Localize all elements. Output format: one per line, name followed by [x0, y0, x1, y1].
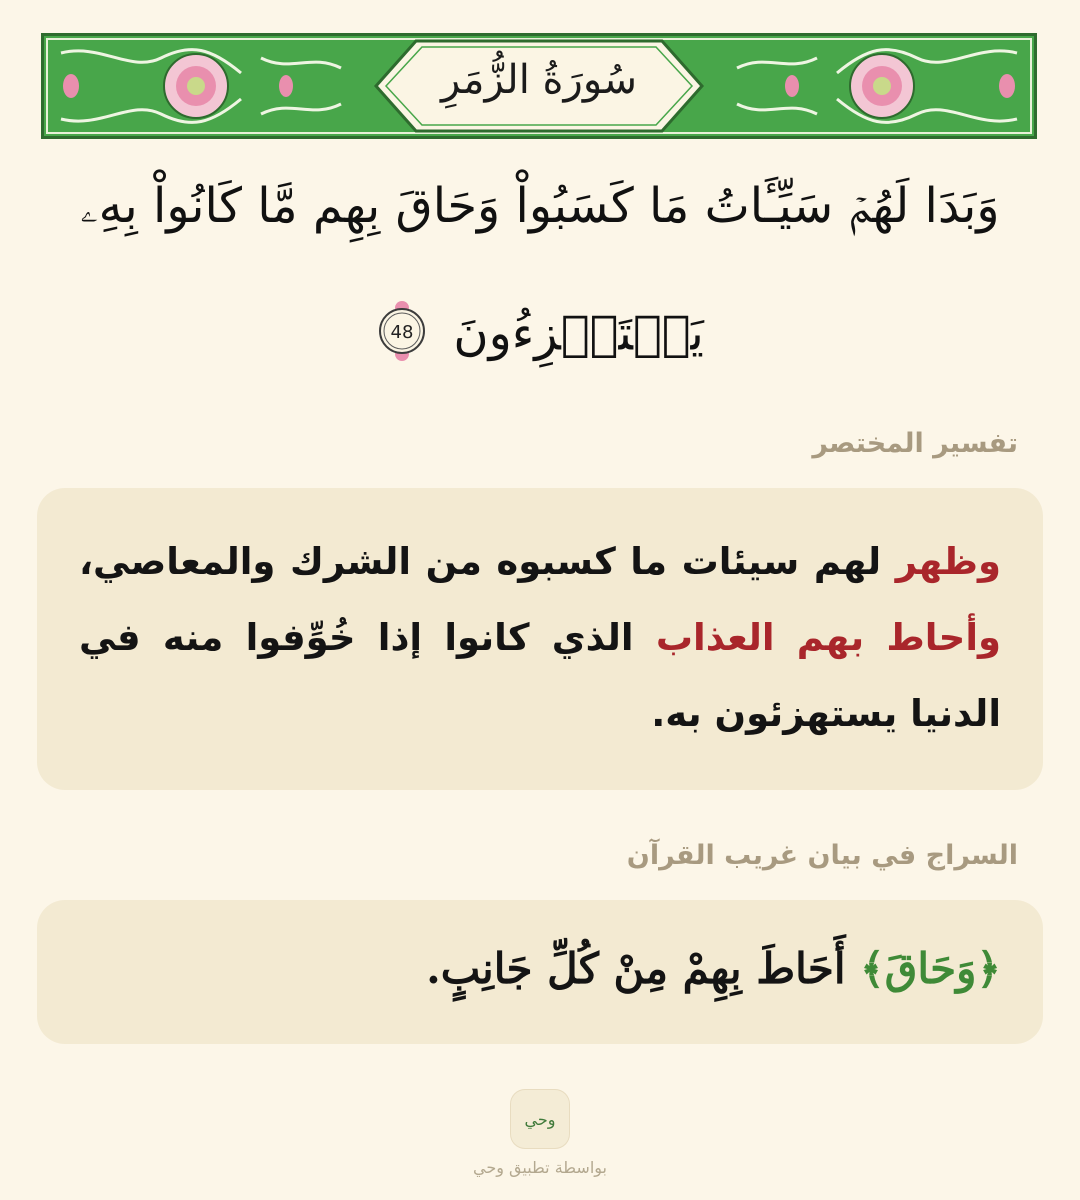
siraj-card — [37, 900, 1043, 1044]
surah-banner — [41, 33, 1037, 139]
tafsir-text — [79, 524, 1001, 752]
footer-credit: بواسطة تطبيق وحي — [473, 1158, 607, 1177]
tafsir-title: تفسير المختصر — [812, 428, 1018, 459]
ayah-number: 48 — [390, 322, 414, 343]
tafsir-segment: الذي كانوا إذا خُوِّفوا منه في الدنيا يستهزئون به. — [79, 616, 1001, 735]
siraj-title: السراج في بيان غريب القرآن — [626, 840, 1018, 871]
verse-line-2 — [40, 300, 1040, 374]
verse-text: يَسۡتَهۡزِءُونَ — [453, 305, 704, 362]
tafsir-segment: لهم سيئات ما كسبوه من الشرك والمعاصي، — [79, 540, 896, 583]
verse-line-1: وَبَدَا لَهُمۡ سَيِّـَٔاتُ مَا كَسَبُواْ وَحَاقَ بِهِم مَّا كَانُواْ بِهِۦ — [80, 178, 1000, 234]
tafsir-card — [37, 488, 1043, 790]
tafsir-highlight-2: وأحاط بهم العذاب — [655, 616, 1001, 659]
siraj-word: ﴿وَحَاقَ﴾ — [860, 944, 1001, 993]
app-logo — [511, 1090, 569, 1148]
siraj-meaning: أَحَاطَ بِهِمْ مِنْ كُلِّ جَانِبٍ. — [426, 944, 861, 993]
ayah-marker-icon — [376, 300, 428, 362]
ayah-number-marker — [376, 300, 428, 374]
logo-text: وحي — [524, 1109, 556, 1129]
siraj-text — [79, 944, 1001, 993]
tafsir-highlight-1: وظهر — [895, 540, 1001, 583]
surah-title: سُورَةُ الزُّمَرِ — [440, 57, 638, 103]
